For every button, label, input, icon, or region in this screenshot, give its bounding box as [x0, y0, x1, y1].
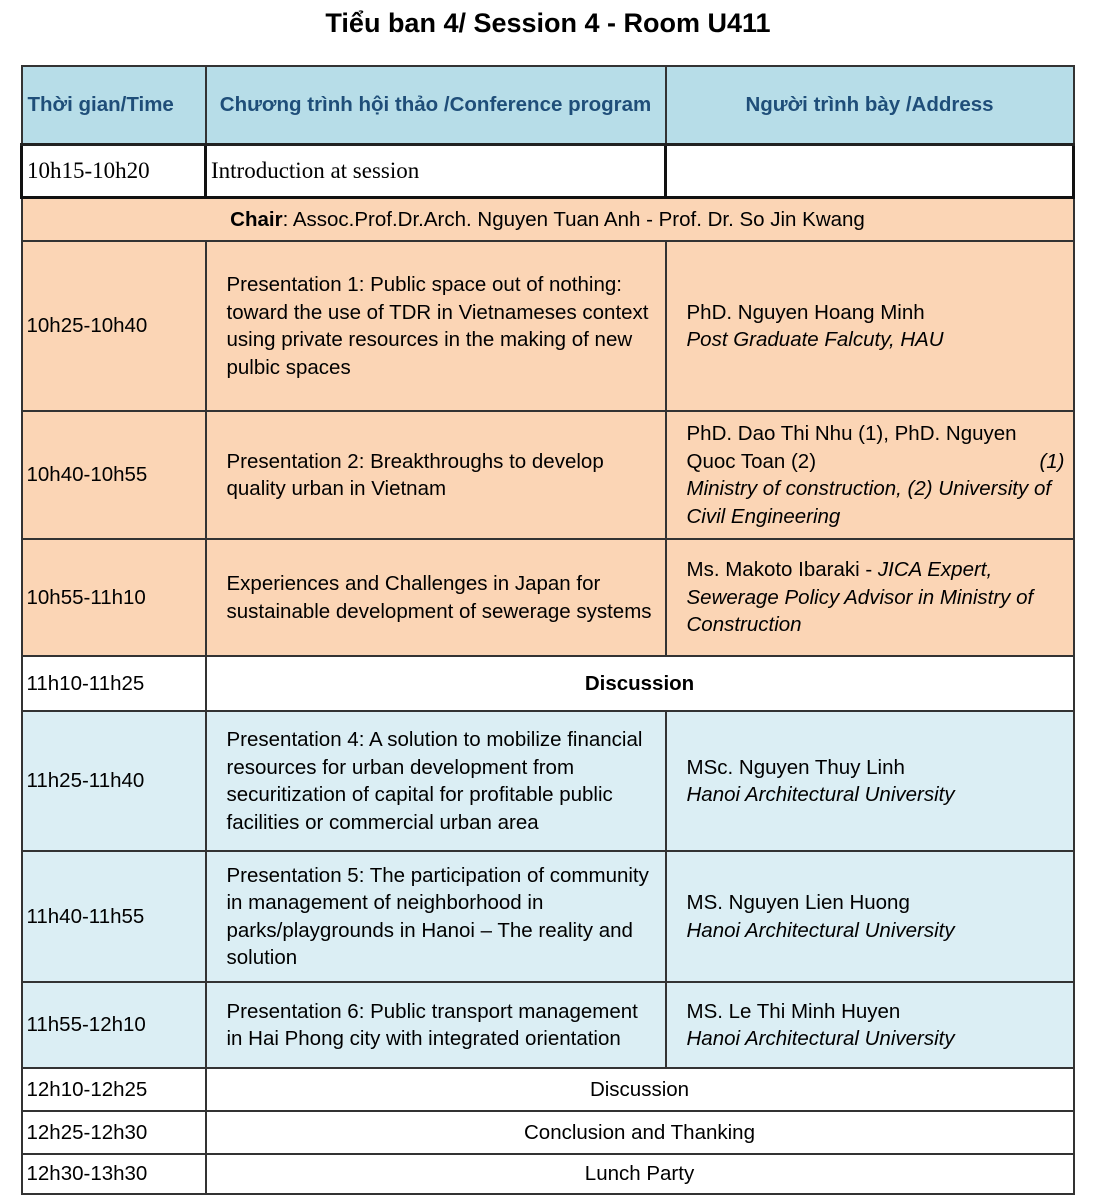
conclusion-cell: Conclusion and Thanking — [206, 1111, 1074, 1154]
table-row — [22, 241, 1074, 411]
discussion-cell: Discussion — [206, 1068, 1074, 1111]
table-row — [22, 982, 1074, 1068]
table-row — [22, 851, 1074, 982]
time-cell: 11h10-11h25 — [22, 656, 206, 711]
schedule-table — [20, 65, 1075, 1195]
program-cell: Presentation 1: Public space out of nothing: toward the use of TDR in Vietnameses context using private resources in the making of new pulbic spaces — [206, 241, 666, 411]
presenter-cell — [666, 241, 1074, 411]
lunch-row — [22, 1154, 1074, 1194]
page-title: Tiểu ban 4/ Session 4 - Room U411 — [325, 8, 771, 38]
time-cell: 12h10-12h25 — [22, 1068, 206, 1111]
presenter-name: Ms. Makoto Ibaraki - — [686, 558, 878, 582]
chair-row — [22, 198, 1074, 242]
presenter-affiliation: JICA Expert, Sewerage Policy Advisor in Ministry of Construction — [686, 558, 1034, 637]
discussion-row — [22, 1068, 1074, 1111]
program-cell: Presentation 5: The participation of community in management of neighborhood in parks/playgrounds in Hanoi – The reality and solution — [206, 851, 666, 982]
presenter-affiliation: Hanoi Architectural University — [686, 1027, 955, 1050]
table-row — [22, 145, 1074, 198]
presenter-name: PhD. Nguyen Hoang Minh — [686, 300, 925, 324]
presenter-cell — [666, 711, 1074, 851]
table-row — [22, 711, 1074, 851]
time-cell: 11h25-11h40 — [22, 711, 206, 851]
presenter-affiliation-number: (1) — [1039, 449, 1065, 473]
time-cell: 10h25-10h40 — [22, 241, 206, 411]
chair-names: : Assoc.Prof.Dr.Arch. Nguyen Tuan Anh - Prof. Dr. So Jin Kwang — [282, 207, 865, 231]
presenter-affiliation: Hanoi Architectural University — [686, 783, 955, 806]
table-row — [22, 539, 1074, 656]
presenter-cell — [666, 851, 1074, 982]
time-cell: 12h30-13h30 — [22, 1154, 206, 1194]
time-cell: 12h25-12h30 — [22, 1111, 206, 1154]
header-program: Chương trình hội thảo /Conference program — [206, 66, 666, 145]
chair-label: Chair — [230, 207, 283, 231]
presenter-affiliation: Hanoi Architectural University — [686, 918, 955, 942]
lunch-cell: Lunch Party — [206, 1154, 1074, 1194]
chair-cell — [22, 198, 1074, 242]
time-cell: 10h55-11h10 — [22, 539, 206, 656]
header-presenter: Người trình bày /Address — [666, 66, 1074, 145]
program-cell: Presentation 4: A solution to mobilize financial resources for urban development from securitization of capital for profitable public facilities or commercial urban area — [206, 711, 666, 851]
presenter-name: MS. Le Thi Minh Huyen — [686, 999, 901, 1023]
program-cell: Experiences and Challenges in Japan for sustainable development of sewerage systems — [206, 539, 666, 656]
presenter-name: MS. Nguyen Lien Huong — [686, 891, 910, 914]
presenter-cell — [666, 411, 1074, 539]
presenter-affiliation: Ministry of construction, (2) University of Civil Engineering — [686, 477, 1052, 528]
program-cell: Presentation 6: Public transport management in Hai Phong city with integrated orientation — [206, 982, 666, 1068]
program-cell: Presentation 2: Breakthroughs to develop quality urban in Vietnam — [206, 411, 666, 539]
table-header-row — [22, 66, 1074, 145]
presenter-affiliation: Post Graduate Falcuty, HAU — [686, 328, 944, 351]
discussion-cell: Discussion — [206, 656, 1074, 711]
presenter-cell — [666, 982, 1074, 1068]
time-cell: 10h15-10h20 — [22, 145, 206, 198]
presenter-cell — [666, 145, 1074, 198]
header-time: Thời gian/Time — [22, 66, 206, 145]
conclusion-row — [22, 1111, 1074, 1154]
table-row — [22, 411, 1074, 539]
time-cell: 11h55-12h10 — [22, 982, 206, 1068]
presenter-name: PhD. Dao Thi Nhu (1), PhD. Nguyen Quoc Toan (2) — [686, 422, 1017, 473]
discussion-row — [22, 656, 1074, 711]
presenter-cell — [666, 539, 1074, 656]
time-cell: 10h40-10h55 — [22, 411, 206, 539]
program-cell: Introduction at session — [206, 145, 666, 198]
time-cell: 11h40-11h55 — [22, 851, 206, 982]
presenter-name: MSc. Nguyen Thuy Linh — [686, 755, 905, 779]
